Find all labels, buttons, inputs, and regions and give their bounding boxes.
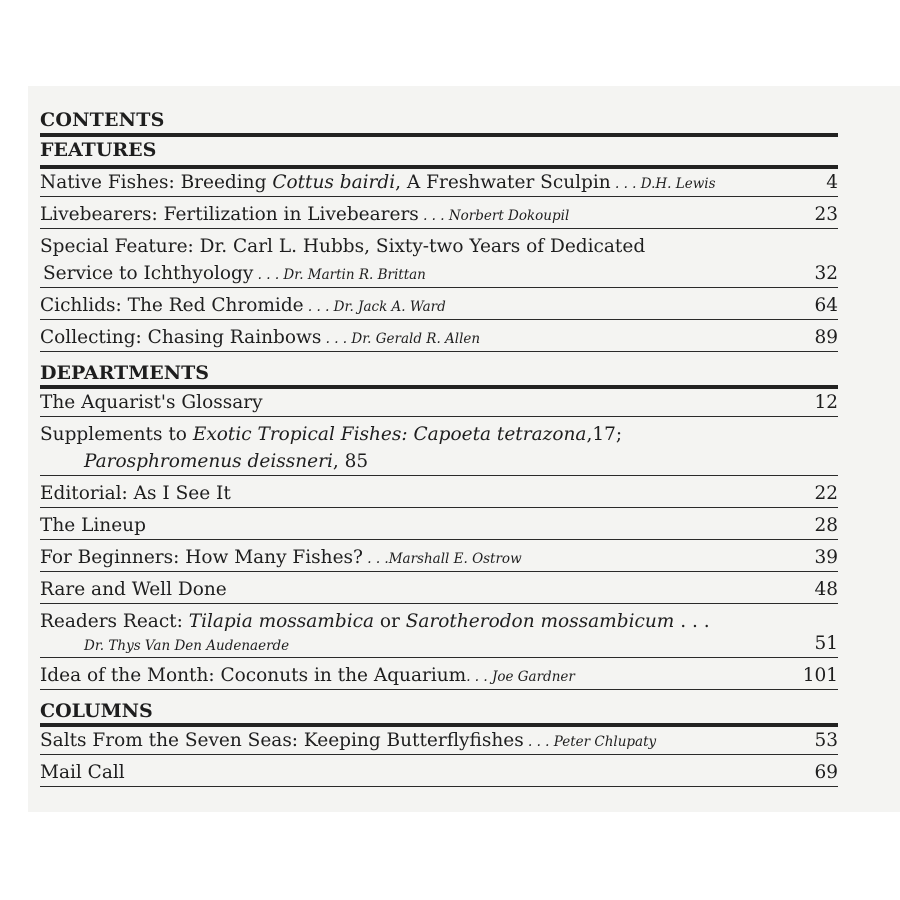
entry-author: Dr. Thys Van Den Audenaerde bbox=[84, 638, 290, 654]
table-of-contents bbox=[40, 108, 838, 787]
entry-title-continued: Service to Ichthyology bbox=[43, 263, 254, 284]
entry-title-italic: Exotic Tropical Fishes: Capoeta tetrazona bbox=[192, 424, 587, 445]
entry-author: D.H. Lewis bbox=[640, 176, 716, 192]
entry-author: Dr. Martin R. Brittan bbox=[283, 267, 426, 283]
entry-leader: . . . bbox=[253, 267, 284, 283]
toc-entry-mail-call[interactable] bbox=[40, 759, 838, 787]
entry-author: Marshall E. Ostrow bbox=[388, 551, 522, 567]
entry-title-suffix: , A Freshwater Sculpin bbox=[395, 172, 611, 193]
toc-entry-readers-react[interactable] bbox=[40, 608, 838, 658]
entry-title-italic: Cottus bairdi bbox=[272, 172, 396, 193]
entry-page-number: 23 bbox=[814, 204, 838, 225]
entry-page-number: 4 bbox=[826, 172, 838, 193]
entry-title: Collecting: Chasing Rainbows bbox=[40, 327, 322, 348]
entry-title: Salts From the Seven Seas: Keeping Butterflyfishes bbox=[40, 730, 524, 751]
entry-leader: . . . bbox=[321, 331, 352, 347]
entry-title-suffix: ,17; bbox=[586, 424, 623, 445]
entry-title: For Beginners: How Many Fishes? bbox=[40, 547, 363, 568]
entry-leader: . . . bbox=[610, 176, 641, 192]
toc-entry-idea-of-the-month[interactable] bbox=[40, 662, 838, 690]
entry-title: Mail Call bbox=[40, 762, 125, 783]
magazine-page bbox=[28, 86, 900, 812]
entry-page-number: 53 bbox=[814, 730, 838, 751]
entry-title-suffix-2: , 85 bbox=[332, 451, 369, 472]
entry-author: Joe Gardner bbox=[491, 669, 575, 685]
entry-page-number: 32 bbox=[814, 263, 838, 284]
entry-title: Special Feature: Dr. Carl L. Hubbs, Sixty-two Years of Dedicated bbox=[40, 236, 646, 257]
toc-entry-lineup[interactable] bbox=[40, 512, 838, 540]
entry-leader: . . . bbox=[523, 734, 554, 750]
entry-author: Peter Chlupaty bbox=[553, 734, 657, 750]
departments-heading: DEPARTMENTS bbox=[40, 362, 209, 384]
entry-title: The Aquarist's Glossary bbox=[40, 392, 263, 413]
entry-page-number: 51 bbox=[814, 633, 838, 654]
toc-entry-beginners[interactable] bbox=[40, 544, 838, 572]
entry-author: Dr. Jack A. Ward bbox=[333, 299, 446, 315]
toc-entry-editorial[interactable] bbox=[40, 480, 838, 508]
toc-entry-cichlids[interactable] bbox=[40, 292, 838, 320]
entry-title-connector: or bbox=[374, 611, 406, 632]
entry-page-number: 64 bbox=[814, 295, 838, 316]
toc-entry-rare-and-well-done[interactable] bbox=[40, 576, 838, 604]
entry-leader: . . . bbox=[418, 208, 449, 224]
toc-entry-special-feature[interactable] bbox=[40, 233, 838, 288]
entry-page-number: 69 bbox=[814, 762, 838, 783]
entry-page-number: 39 bbox=[814, 547, 838, 568]
entry-leader: . . . bbox=[362, 551, 389, 567]
entry-title: Idea of the Month: Coconuts in the Aquarium bbox=[40, 665, 467, 686]
entry-leader: . . . bbox=[466, 669, 492, 685]
toc-entry-supplements[interactable] bbox=[40, 421, 838, 476]
entry-page-number: 22 bbox=[814, 483, 838, 504]
entry-leader: . . . bbox=[674, 611, 710, 632]
entry-author: Dr. Gerald R. Allen bbox=[351, 331, 481, 347]
entry-title: Cichlids: The Red Chromide bbox=[40, 295, 304, 316]
entry-author: Norbert Dokoupil bbox=[448, 208, 570, 224]
entry-title: Rare and Well Done bbox=[40, 579, 227, 600]
entry-page-number: 28 bbox=[814, 515, 838, 536]
toc-entry-glossary[interactable] bbox=[40, 385, 838, 417]
entry-title: Livebearers: Fertilization in Livebearers bbox=[40, 204, 419, 225]
toc-entry-livebearers[interactable] bbox=[40, 201, 838, 229]
entry-page-number: 12 bbox=[814, 392, 838, 413]
entry-title-italic-2: Sarotherodon mossambicum bbox=[405, 611, 675, 632]
entry-page-number: 101 bbox=[802, 665, 838, 686]
entry-title: The Lineup bbox=[40, 515, 146, 536]
entry-page-number: 48 bbox=[814, 579, 838, 600]
columns-heading: COLUMNS bbox=[40, 700, 153, 722]
entry-title-italic-2: Parosphromenus deissneri bbox=[84, 451, 333, 472]
toc-entry-salts[interactable] bbox=[40, 723, 838, 755]
toc-entry-collecting[interactable] bbox=[40, 324, 838, 352]
entry-title: Editorial: As I See It bbox=[40, 483, 231, 504]
entry-title: Supplements to bbox=[40, 424, 193, 445]
entry-leader: . . . bbox=[303, 299, 334, 315]
entry-title: Readers React: bbox=[40, 611, 189, 632]
features-heading: FEATURES bbox=[40, 133, 838, 165]
entry-page-number: 89 bbox=[814, 327, 838, 348]
toc-entry-native-fishes[interactable] bbox=[40, 165, 838, 197]
contents-title: CONTENTS bbox=[40, 109, 165, 131]
entry-title: Native Fishes: Breeding bbox=[40, 172, 273, 193]
entry-title-italic: Tilapia mossambica bbox=[188, 611, 374, 632]
